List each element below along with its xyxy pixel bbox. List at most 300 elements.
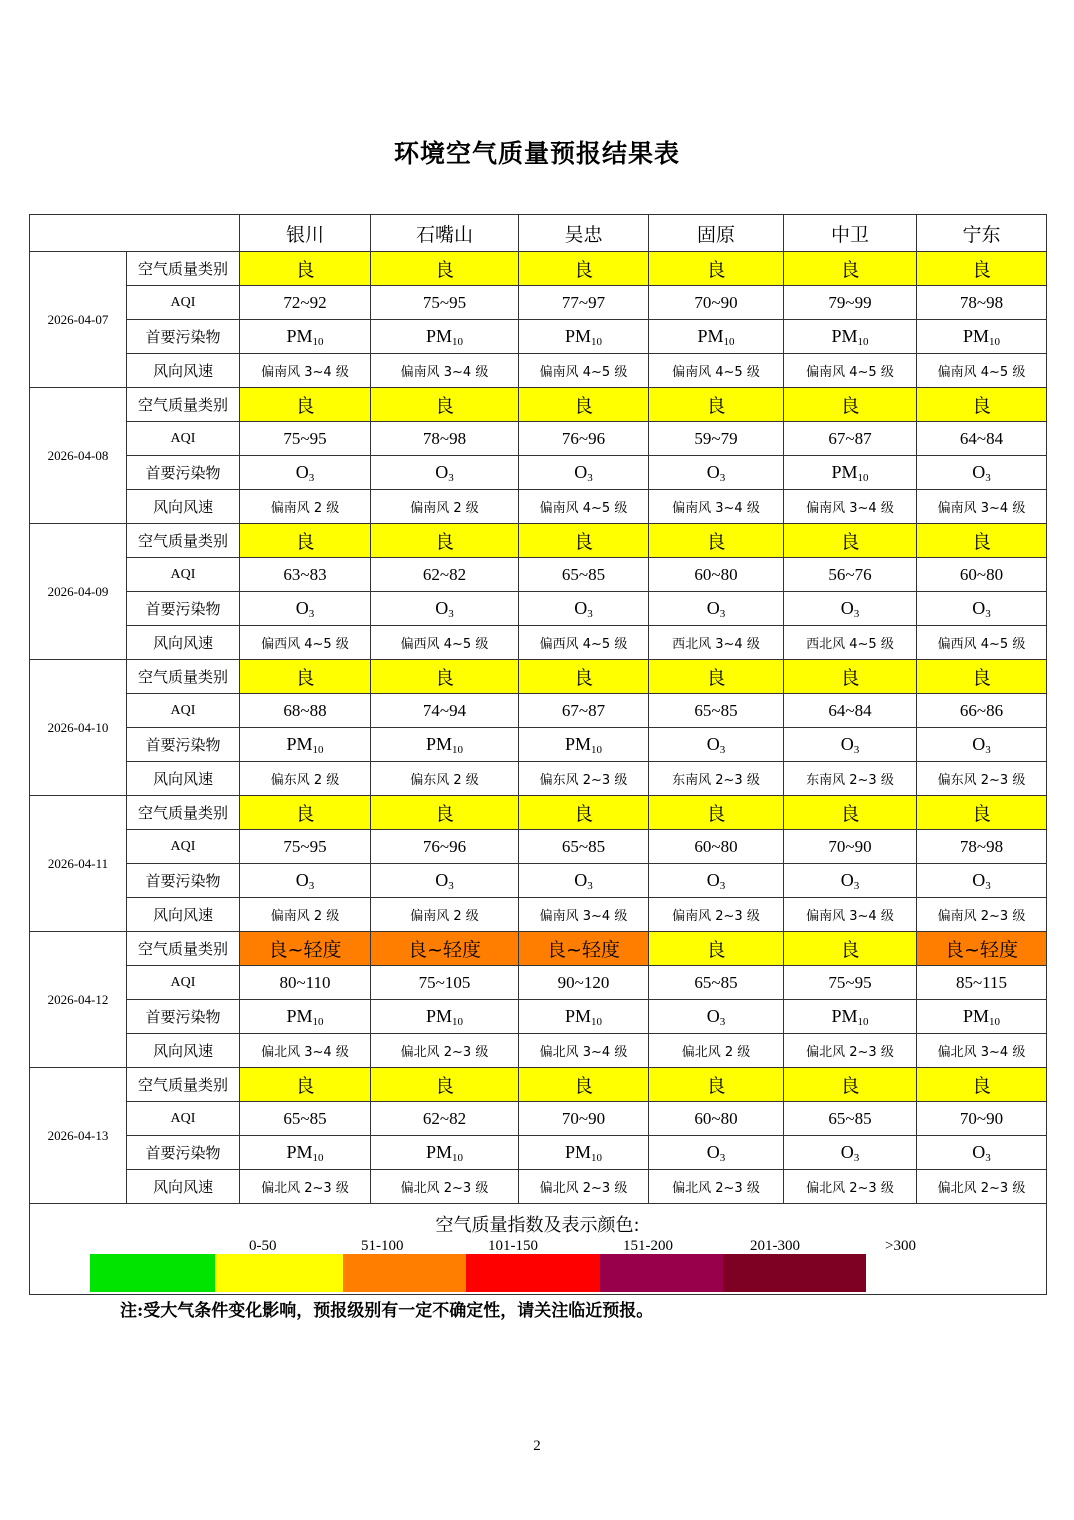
- category-cell: 良: [240, 388, 371, 422]
- aqi-cell: 70~90: [649, 286, 784, 320]
- category-cell: 良: [240, 796, 371, 830]
- pollutant-cell: [519, 592, 649, 626]
- wind-cell: 偏南风 2 级: [240, 898, 371, 932]
- wind-cell: 偏东风 2 级: [240, 762, 371, 796]
- category-cell: 良: [371, 252, 519, 286]
- row-label: 风向风速: [127, 898, 240, 932]
- aqi-cell: 75~95: [240, 422, 371, 456]
- category-cell: 良: [240, 252, 371, 286]
- wind-cell: 偏东风 2~3 级: [917, 762, 1047, 796]
- aqi-cell: 65~85: [784, 1102, 917, 1136]
- wind-cell: 偏南风 2~3 级: [917, 898, 1047, 932]
- pollutant-base: O: [295, 461, 309, 482]
- date-cell: 2026-04-11: [30, 796, 127, 932]
- wind-cell: 偏东风 2~3 级: [519, 762, 649, 796]
- wind-cell: 西北风 4~5 级: [784, 626, 917, 660]
- pollutant-base: O: [295, 869, 309, 890]
- legend-swatch-heavy: [600, 1254, 723, 1292]
- aqi-cell: 76~96: [371, 830, 519, 864]
- pollutant-cell: [240, 592, 371, 626]
- category-cell: 良: [519, 524, 649, 558]
- forecast-row: [30, 694, 1047, 728]
- wind-cell: 偏北风 2~3 级: [649, 1170, 784, 1204]
- pollutant-base: O: [435, 461, 449, 482]
- legend-swatch-good: [90, 1254, 215, 1292]
- aqi-cell: 74~94: [371, 694, 519, 728]
- wind-cell: 偏北风 3~4 级: [519, 1034, 649, 1068]
- pollutant-base: O: [574, 869, 588, 890]
- pollutant-subscript: 10: [857, 335, 869, 348]
- pollutant-base: PM: [425, 1141, 452, 1162]
- category-cell: 良: [784, 660, 917, 694]
- category-cell: 良: [371, 524, 519, 558]
- category-cell: 良: [649, 388, 784, 422]
- forecast-note: 注:受大气条件变化影响，预报级别有一定不确定性，请关注临近预报。: [120, 1301, 654, 1321]
- forecast-row: [30, 1034, 1047, 1068]
- row-label: AQI: [127, 1102, 240, 1136]
- wind-cell: 偏西风 4~5 级: [240, 626, 371, 660]
- wind-cell: 偏南风 2 级: [240, 490, 371, 524]
- pollutant-subscript: 10: [591, 1015, 602, 1028]
- pollutant-base: O: [840, 1141, 854, 1162]
- forecast-row: [30, 388, 1047, 422]
- wind-cell: 偏西风 4~5 级: [371, 626, 519, 660]
- pollutant-base: PM: [831, 325, 858, 346]
- pollutant-cell: [784, 728, 917, 762]
- forecast-row: [30, 626, 1047, 660]
- category-cell: 良: [649, 796, 784, 830]
- aqi-cell: 77~97: [519, 286, 649, 320]
- pollutant-subscript: 10: [989, 1015, 1000, 1028]
- pollutant-cell: [240, 320, 371, 354]
- pollutant-subscript: 3: [853, 1151, 860, 1164]
- forecast-row: [30, 1068, 1047, 1102]
- pollutant-cell: [917, 728, 1047, 762]
- date-cell: 2026-04-07: [30, 252, 127, 388]
- pollutant-cell: [519, 320, 649, 354]
- aqi-cell: 70~90: [519, 1102, 649, 1136]
- pollutant-subscript: 3: [853, 743, 860, 756]
- row-label: AQI: [127, 694, 240, 728]
- category-cell: 良: [371, 1068, 519, 1102]
- wind-cell: 偏南风 2~3 级: [649, 898, 784, 932]
- city-header: 固原: [649, 215, 784, 252]
- pollutant-base: PM: [962, 325, 989, 346]
- pollutant-base: PM: [962, 1005, 989, 1026]
- wind-cell: 东南风 2~3 级: [649, 762, 784, 796]
- row-label: 风向风速: [127, 1034, 240, 1068]
- pollutant-subscript: 3: [985, 471, 991, 484]
- date-cell: 2026-04-08: [30, 388, 127, 524]
- pollutant-subscript: 3: [719, 743, 726, 756]
- row-label: 空气质量类别: [127, 932, 240, 966]
- pollutant-base: O: [972, 461, 986, 482]
- pollutant-subscript: 10: [591, 1151, 602, 1164]
- row-label: AQI: [127, 422, 240, 456]
- wind-cell: 偏北风 2~3 级: [371, 1170, 519, 1204]
- wind-cell: 偏南风 3~4 级: [917, 490, 1047, 524]
- pollutant-cell: [240, 728, 371, 762]
- pollutant-cell: [519, 728, 649, 762]
- row-label: 风向风速: [127, 490, 240, 524]
- forecast-row: [30, 592, 1047, 626]
- row-label: 风向风速: [127, 626, 240, 660]
- date-cell: 2026-04-13: [30, 1068, 127, 1204]
- category-cell: 良: [519, 796, 649, 830]
- aqi-cell: 75~95: [240, 830, 371, 864]
- page-number: 2: [533, 1438, 541, 1454]
- pollutant-cell: [240, 864, 371, 898]
- category-cell: 良: [371, 796, 519, 830]
- wind-cell: 偏南风 4~5 级: [519, 490, 649, 524]
- aqi-cell: 76~96: [519, 422, 649, 456]
- pollutant-base: PM: [425, 733, 452, 754]
- aqi-legend: [30, 1204, 1045, 1294]
- pollutant-cell: [371, 864, 519, 898]
- forecast-row: [30, 660, 1047, 694]
- pollutant-subscript: 3: [308, 471, 315, 484]
- pollutant-subscript: 3: [853, 607, 860, 620]
- category-cell: 良: [649, 1068, 784, 1102]
- wind-cell: 偏北风 2~3 级: [371, 1034, 519, 1068]
- category-cell: 良: [649, 252, 784, 286]
- aqi-cell: 65~85: [649, 966, 784, 1000]
- pollutant-cell: [240, 1000, 371, 1034]
- aqi-cell: 72~92: [240, 286, 371, 320]
- forecast-row: [30, 524, 1047, 558]
- pollutant-subscript: 3: [985, 607, 991, 620]
- legend-swatch-severe: [723, 1254, 866, 1292]
- pollutant-subscript: 3: [448, 471, 454, 484]
- category-cell: 良: [784, 252, 917, 286]
- legend-range-label: >300: [885, 1238, 916, 1254]
- aqi-cell: 78~98: [917, 286, 1047, 320]
- pollutant-base: O: [840, 869, 854, 890]
- aqi-cell: 60~80: [649, 830, 784, 864]
- pollutant-base: PM: [831, 461, 858, 482]
- pollutant-cell: [519, 1136, 649, 1170]
- row-label: 空气质量类别: [127, 796, 240, 830]
- row-label: 首要污染物: [127, 1136, 240, 1170]
- aqi-cell: 66~86: [917, 694, 1047, 728]
- wind-cell: 偏南风 3~4 级: [240, 354, 371, 388]
- category-cell: 良: [784, 932, 917, 966]
- pollutant-subscript: 3: [719, 471, 726, 484]
- category-cell: 良: [784, 524, 917, 558]
- forecast-row: [30, 252, 1047, 286]
- pollutant-cell: [784, 1136, 917, 1170]
- pollutant-base: PM: [697, 325, 724, 346]
- pollutant-cell: [649, 1000, 784, 1034]
- pollutant-base: PM: [425, 1005, 452, 1026]
- legend-range-label: 101-150: [488, 1238, 538, 1254]
- category-cell: 良: [371, 388, 519, 422]
- aqi-cell: 59~79: [649, 422, 784, 456]
- wind-cell: 偏南风 3~4 级: [519, 898, 649, 932]
- pollutant-subscript: 3: [853, 879, 860, 892]
- city-header: 银川: [240, 215, 371, 252]
- aqi-cell: 60~80: [917, 558, 1047, 592]
- aqi-cell: 79~99: [784, 286, 917, 320]
- category-cell: 良: [917, 388, 1047, 422]
- pollutant-cell: [917, 320, 1047, 354]
- aqi-cell: 63~83: [240, 558, 371, 592]
- pollutant-base: O: [706, 461, 720, 482]
- pollutant-cell: [371, 320, 519, 354]
- forecast-row: [30, 354, 1047, 388]
- aqi-cell: 64~84: [784, 694, 917, 728]
- category-cell: 良: [649, 660, 784, 694]
- category-cell: 良: [240, 524, 371, 558]
- pollutant-cell: [371, 592, 519, 626]
- aqi-cell: 65~85: [649, 694, 784, 728]
- wind-cell: 偏南风 2 级: [371, 490, 519, 524]
- row-label: 首要污染物: [127, 864, 240, 898]
- pollutant-base: PM: [425, 325, 452, 346]
- date-cell: 2026-04-09: [30, 524, 127, 660]
- aqi-cell: 78~98: [917, 830, 1047, 864]
- pollutant-base: PM: [564, 1141, 591, 1162]
- aqi-cell: 65~85: [240, 1102, 371, 1136]
- pollutant-cell: [649, 728, 784, 762]
- forecast-row: [30, 286, 1047, 320]
- aqi-cell: 85~115: [917, 966, 1047, 1000]
- category-cell: 良: [917, 1068, 1047, 1102]
- pollutant-subscript: 3: [719, 879, 726, 892]
- pollutant-subscript: 3: [308, 607, 315, 620]
- pollutant-subscript: 3: [448, 879, 454, 892]
- pollutant-base: O: [435, 597, 449, 618]
- wind-cell: 东南风 2~3 级: [784, 762, 917, 796]
- pollutant-cell: [519, 864, 649, 898]
- aqi-cell: 62~82: [371, 558, 519, 592]
- pollutant-subscript: 3: [719, 1015, 726, 1028]
- pollutant-base: O: [840, 733, 854, 754]
- category-cell: 良: [519, 660, 649, 694]
- row-label: AQI: [127, 558, 240, 592]
- aqi-cell: 78~98: [371, 422, 519, 456]
- aqi-cell: 56~76: [784, 558, 917, 592]
- category-cell: 良~轻度: [371, 932, 519, 966]
- pollutant-subscript: 10: [452, 1151, 463, 1164]
- pollutant-subscript: 3: [587, 879, 593, 892]
- pollutant-cell: [784, 1000, 917, 1034]
- category-cell: 良: [917, 660, 1047, 694]
- header-row: [30, 215, 1047, 252]
- pollutant-base: O: [972, 1141, 986, 1162]
- category-cell: 良~轻度: [519, 932, 649, 966]
- pollutant-base: O: [706, 597, 720, 618]
- aqi-cell: 60~80: [649, 1102, 784, 1136]
- pollutant-cell: [917, 864, 1047, 898]
- forecast-row: [30, 966, 1047, 1000]
- pollutant-base: O: [435, 869, 449, 890]
- category-cell: 良: [784, 388, 917, 422]
- pollutant-cell: [371, 728, 519, 762]
- wind-cell: 偏南风 4~5 级: [917, 354, 1047, 388]
- pollutant-cell: [519, 456, 649, 490]
- legend-swatch-medium: [466, 1254, 600, 1292]
- pollutant-cell: [917, 592, 1047, 626]
- wind-cell: 偏南风 4~5 级: [519, 354, 649, 388]
- pollutant-subscript: 10: [591, 335, 602, 348]
- wind-cell: 偏西风 4~5 级: [519, 626, 649, 660]
- aqi-cell: 67~87: [784, 422, 917, 456]
- city-header: 宁东: [917, 215, 1047, 252]
- pollutant-cell: [784, 456, 917, 490]
- wind-cell: 偏北风 3~4 级: [240, 1034, 371, 1068]
- row-label: 首要污染物: [127, 1000, 240, 1034]
- forecast-row: [30, 796, 1047, 830]
- pollutant-base: O: [706, 1141, 720, 1162]
- pollutant-cell: [519, 1000, 649, 1034]
- category-cell: 良: [784, 1068, 917, 1102]
- wind-cell: 偏北风 2 级: [649, 1034, 784, 1068]
- aqi-cell: 75~95: [784, 966, 917, 1000]
- aqi-cell: 68~88: [240, 694, 371, 728]
- wind-cell: 偏北风 2~3 级: [240, 1170, 371, 1204]
- pollutant-cell: [371, 456, 519, 490]
- pollutant-base: PM: [831, 1005, 858, 1026]
- row-label: 风向风速: [127, 354, 240, 388]
- pollutant-cell: [784, 864, 917, 898]
- aqi-cell: 62~82: [371, 1102, 519, 1136]
- aqi-cell: 70~90: [784, 830, 917, 864]
- legend-title: 空气质量指数及表示颜色:: [435, 1215, 640, 1236]
- forecast-row: [30, 864, 1047, 898]
- forecast-row: [30, 1136, 1047, 1170]
- pollutant-base: O: [706, 869, 720, 890]
- forecast-row: [30, 1170, 1047, 1204]
- pollutant-base: PM: [564, 325, 591, 346]
- row-label: 空气质量类别: [127, 388, 240, 422]
- pollutant-cell: [649, 864, 784, 898]
- legend-range-label: 51-100: [361, 1238, 404, 1254]
- pollutant-cell: [917, 1136, 1047, 1170]
- row-label: 空气质量类别: [127, 252, 240, 286]
- category-cell: 良: [519, 388, 649, 422]
- pollutant-cell: [371, 1136, 519, 1170]
- wind-cell: 偏南风 3~4 级: [784, 898, 917, 932]
- aqi-cell: 64~84: [917, 422, 1047, 456]
- pollutant-base: PM: [564, 1005, 591, 1026]
- category-cell: 良: [240, 1068, 371, 1102]
- pollutant-subscript: 10: [989, 335, 1000, 348]
- pollutant-base: PM: [564, 733, 591, 754]
- pollutant-cell: [371, 1000, 519, 1034]
- category-cell: 良: [519, 1068, 649, 1102]
- wind-cell: 偏北风 2~3 级: [917, 1170, 1047, 1204]
- pollutant-cell: [240, 456, 371, 490]
- row-label: 空气质量类别: [127, 1068, 240, 1102]
- category-cell: 良~轻度: [240, 932, 371, 966]
- pollutant-subscript: 3: [719, 1151, 726, 1164]
- wind-cell: 偏北风 2~3 级: [784, 1034, 917, 1068]
- legend-range-label: 0-50: [249, 1238, 277, 1254]
- row-label: AQI: [127, 286, 240, 320]
- date-cell: 2026-04-12: [30, 932, 127, 1068]
- pollutant-cell: [649, 592, 784, 626]
- wind-cell: 偏北风 2~3 级: [784, 1170, 917, 1204]
- forecast-row: [30, 422, 1047, 456]
- aqi-cell: 75~105: [371, 966, 519, 1000]
- legend-swatch-moderate: [215, 1254, 343, 1292]
- row-label: 空气质量类别: [127, 660, 240, 694]
- forecast-row: [30, 558, 1047, 592]
- row-label: 首要污染物: [127, 320, 240, 354]
- category-cell: 良: [784, 796, 917, 830]
- pollutant-base: O: [574, 461, 588, 482]
- pollutant-base: PM: [286, 1141, 313, 1162]
- pollutant-subscript: 3: [587, 471, 593, 484]
- category-cell: 良: [519, 252, 649, 286]
- wind-cell: 偏东风 2 级: [371, 762, 519, 796]
- pollutant-base: PM: [286, 325, 313, 346]
- aqi-cell: 75~95: [371, 286, 519, 320]
- wind-cell: 偏南风 3~4 级: [649, 490, 784, 524]
- pollutant-cell: [649, 320, 784, 354]
- row-label: 首要污染物: [127, 728, 240, 762]
- pollutant-subscript: 3: [448, 607, 454, 620]
- pollutant-subscript: 3: [587, 607, 593, 620]
- legend-cell: [30, 1204, 1047, 1295]
- wind-cell: 西北风 3~4 级: [649, 626, 784, 660]
- forecast-row: [30, 830, 1047, 864]
- row-label: AQI: [127, 830, 240, 864]
- pollutant-subscript: 3: [985, 1151, 991, 1164]
- category-cell: 良~轻度: [917, 932, 1047, 966]
- category-cell: 良: [240, 660, 371, 694]
- pollutant-base: O: [840, 597, 854, 618]
- forecast-row: [30, 1000, 1047, 1034]
- forecast-row: [30, 320, 1047, 354]
- pollutant-base: O: [706, 1005, 720, 1026]
- wind-cell: 偏南风 4~5 级: [784, 354, 917, 388]
- forecast-row: [30, 728, 1047, 762]
- row-label: 风向风速: [127, 1170, 240, 1204]
- category-cell: 良: [649, 932, 784, 966]
- row-label: 首要污染物: [127, 456, 240, 490]
- wind-cell: 偏南风 3~4 级: [784, 490, 917, 524]
- pollutant-cell: [917, 456, 1047, 490]
- pollutant-cell: [649, 456, 784, 490]
- pollutant-subscript: 10: [452, 335, 463, 348]
- row-label: 空气质量类别: [127, 524, 240, 558]
- forecast-table: [29, 214, 1047, 1295]
- category-cell: 良: [917, 252, 1047, 286]
- pollutant-subscript: 10: [857, 1015, 869, 1028]
- city-header: 石嘴山: [371, 215, 519, 252]
- pollutant-subscript: 10: [452, 1015, 463, 1028]
- category-cell: 良: [371, 660, 519, 694]
- pollutant-base: O: [972, 733, 986, 754]
- city-header: 吴忠: [519, 215, 649, 252]
- pollutant-base: O: [972, 869, 986, 890]
- pollutant-base: O: [706, 733, 720, 754]
- pollutant-subscript: 3: [985, 879, 991, 892]
- pollutant-subscript: 10: [723, 335, 735, 348]
- forecast-row: [30, 456, 1047, 490]
- forecast-row: [30, 1102, 1047, 1136]
- legend-range-label: 201-300: [750, 1238, 800, 1254]
- row-label: 风向风速: [127, 762, 240, 796]
- aqi-cell: 67~87: [519, 694, 649, 728]
- forecast-row: [30, 490, 1047, 524]
- pollutant-base: O: [972, 597, 986, 618]
- legend-swatch-light: [343, 1254, 466, 1292]
- row-label: 首要污染物: [127, 592, 240, 626]
- aqi-cell: 90~120: [519, 966, 649, 1000]
